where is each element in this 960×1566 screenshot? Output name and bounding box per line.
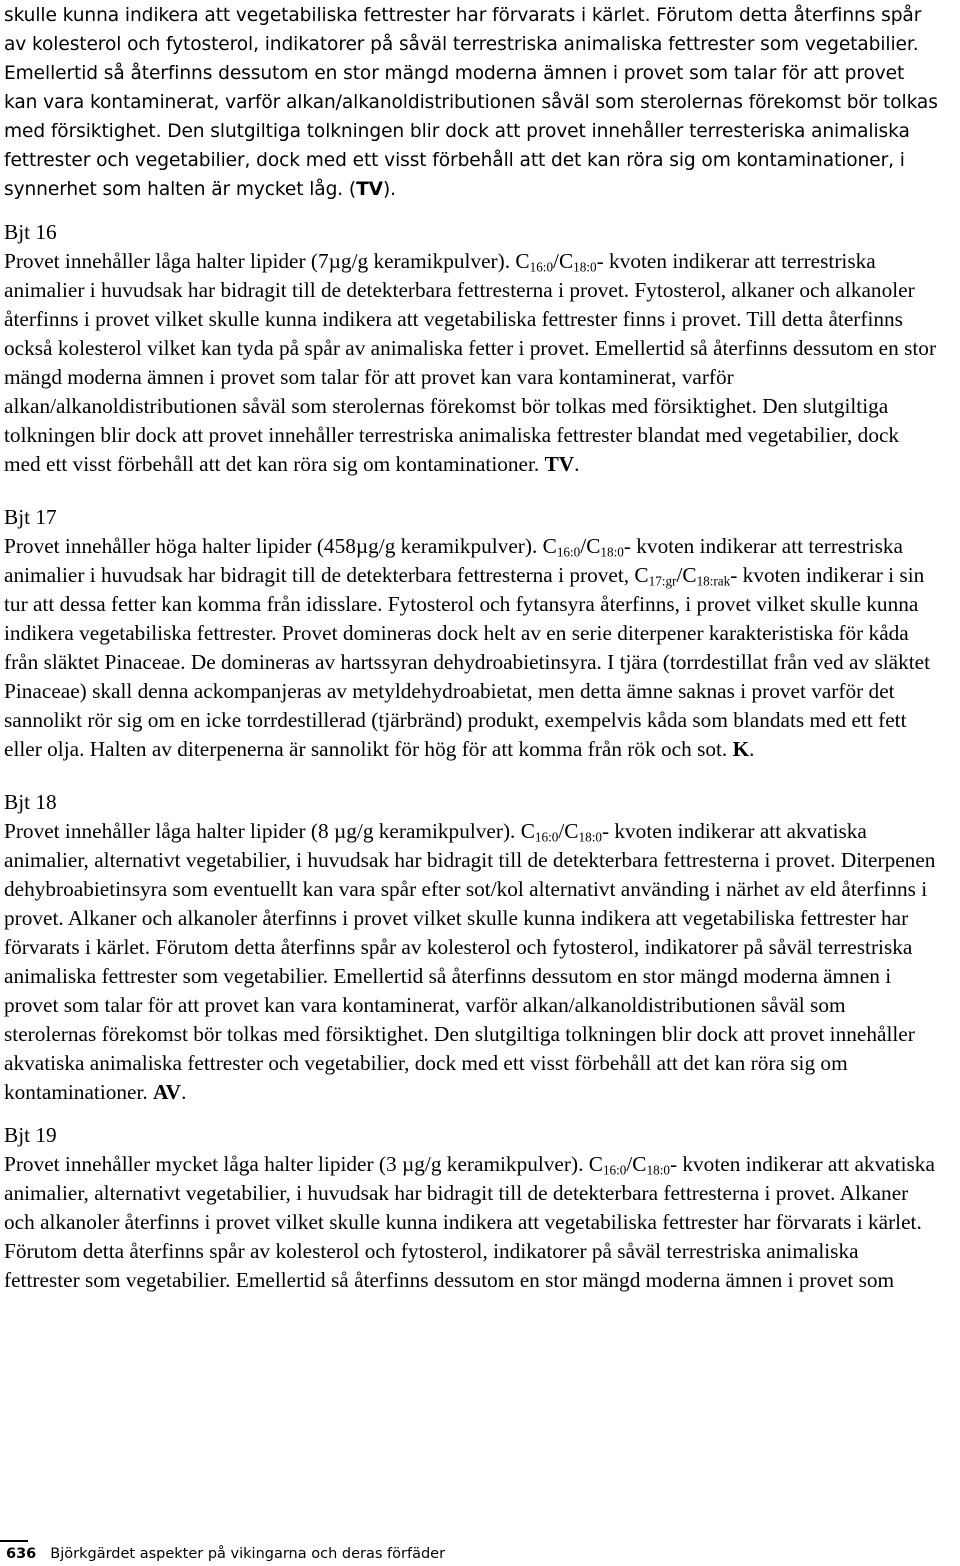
section-code-bjt16: TV — [544, 452, 575, 476]
footer-rule — [0, 1540, 28, 1542]
section-heading-bjt16: Bjt 16 — [4, 220, 57, 244]
page-footer — [0, 1540, 960, 1566]
section-code-bjt17: K — [732, 737, 750, 761]
section-heading-bjt18: Bjt 18 — [4, 790, 57, 814]
section-body-bjt16: Provet innehåller låga halter lipider (7µg/g keramikpulver). $C_{16:0}/C_{18:0}-$ kvoten indikerar att terrestriska animalier i huvudsak har bidragit till de detekterbara fettresterna i provet. Fytosterol, alkaner och alkanoler återfinns i provet vilket skulle kunna indikera att vegetabiliska fettrester finns i provet. Till detta återfinns också kolesterol vilket kan tyda på spår av animaliska fetter i provet. Emellertid så återfinns dessutom en stor mängd moderna ämnen i provet som talar för att provet kan vara kontaminerat, varför alkan/alkanoldistributionen såväl som sterolernas förekomst bör tolkas med försiktighet. Den slutgiltiga tolkningen blir dock att provet innehåller terrestriska animaliska fettrester blandat med vegetabilier, dock med ett visst förbehåll att det kan röra sig om kontaminationer. TV. — [4, 249, 937, 476]
intro-end: ). — [382, 179, 396, 200]
document-page — [4, 0, 938, 1295]
section-body-bjt19: Provet innehåller mycket låga halter lipider (3 µg/g keramikpulver). $C_{16:0}/C_{18:0}-$ kvoten indikerar att akvatiska animalier, alternativt vegetabilier, i huvudsak har bidragit till de detekterbara fettresterna i provet. Alkaner och alkanoler återfinns i provet vilket skulle kunna indikera att vegetabiliska fettrester har förvarats i kärlet. Förutom detta återfinns spår av kolesterol och fytosterol, indikatorer på såväl terrestriska animaliska fettrester som vegetabilier. Emellertid så återfinns dessutom en stor mängd moderna ämnen i provet som — [4, 1152, 935, 1292]
section-body-bjt17: Provet innehåller höga halter lipider (458µg/g keramikpulver). $C_{16:0}/C_{18:0}-$ kvoten indikerar att terrestriska animalier i huvudsak har bidragit till de detekterbara fettresterna i provet, $C_{17:gr}/C_{18:rak}-$ kvoten indikerar i sin tur att dessa fetter kan komma från idisslare. Fytosterol och fytansyra återfinns, i provet vilket skulle kunna indikera vegetabiliska fettrester. Provet domineras dock helt av en serie diterpener karakteristiska för kåda från släktet Pinaceae. De domineras av hartssyran dehydroabietinsyra. I tjära (torrdestillat från ved av släktet Pinaceae) skall denna ackompanjeras av metyldehydroabietat, men detta ämne saknas i provet varför det sannolikt rör sig om en icke torrdestillerad (tjärbränd) produkt, exempelvis kåda som blandats med ett fett eller olja. Halten av diterpenerna är sannolikt för hög för att komma från rök och sot. K. — [4, 534, 931, 761]
intro-text-1: skulle kunna indikera att vegetabiliska fettrester har förvarats i kärlet. Förutom detta återfinns spår av kolesterol och fytosterol, indikatorer på såväl terrestriska animaliska fettrester som vegetabilier. Emellertid så återfinns dessutom en stor mängd moderna ämnen i provet som talar för att provet kan vara kontaminerat, varför alkan/alkanoldistributionen såväl som sterolernas förekomst bör tolkas med försiktighet. — [4, 5, 938, 142]
section-body-bjt18: Provet innehåller låga halter lipider (8 µg/g keramikpulver). $C_{16:0}/C_{18:0}-$ kvoten indikerar att akvatiska animalier, alternativt vegetabilier, i huvudsak har bidragit till de detekterbara fettresterna i provet. Diterpenen dehybroabietinsyra som eventuellt kan vara spår efter sot/kol alternativt använding i närhet av eld återfinns i provet. Alkaner och alkanoler återfinns i provet vilket skulle kunna indikera att vegetabiliska fettrester har förvarats i kärlet. Förutom detta återfinns spår av kolesterol och fytosterol, indikatorer på såväl terrestriska animaliska fettrester som vegetabilier. Emellertid så återfinns dessutom en stor mängd moderna ämnen i provet som talar för att provet kan vara kontaminerat, varför alkan/alkanoldistributionen såväl som sterolernas förekomst bör tolkas med försiktighet. Den slutgiltiga tolkningen blir dock att provet innehåller akvatiska animaliska fettrester och vegetabilier, dock med ett visst förbehåll att det kan röra sig om kontaminationer. AV. — [4, 819, 936, 1104]
section-heading-bjt17: Bjt 17 — [4, 505, 57, 529]
intro-paragraph — [4, 1, 938, 204]
intro-code: TV — [356, 179, 383, 200]
running-title: Björkgärdet aspekter på vikingarna och deras förfäder — [50, 1546, 446, 1562]
section-code-bjt18: AV — [153, 1080, 182, 1104]
intro-text-2: Den slutgiltiga tolkningen blir dock att provet innehåller terresteriska animaliska fettrester och vegetabilier, dock med ett visst förbehåll att det kan röra sig om kontaminationer, i synnerhet som halten är mycket låg. ( — [4, 121, 910, 200]
footer-text — [6, 1546, 445, 1562]
page-number: 636 — [6, 1546, 37, 1562]
section-heading-bjt19: Bjt 19 — [4, 1123, 57, 1147]
